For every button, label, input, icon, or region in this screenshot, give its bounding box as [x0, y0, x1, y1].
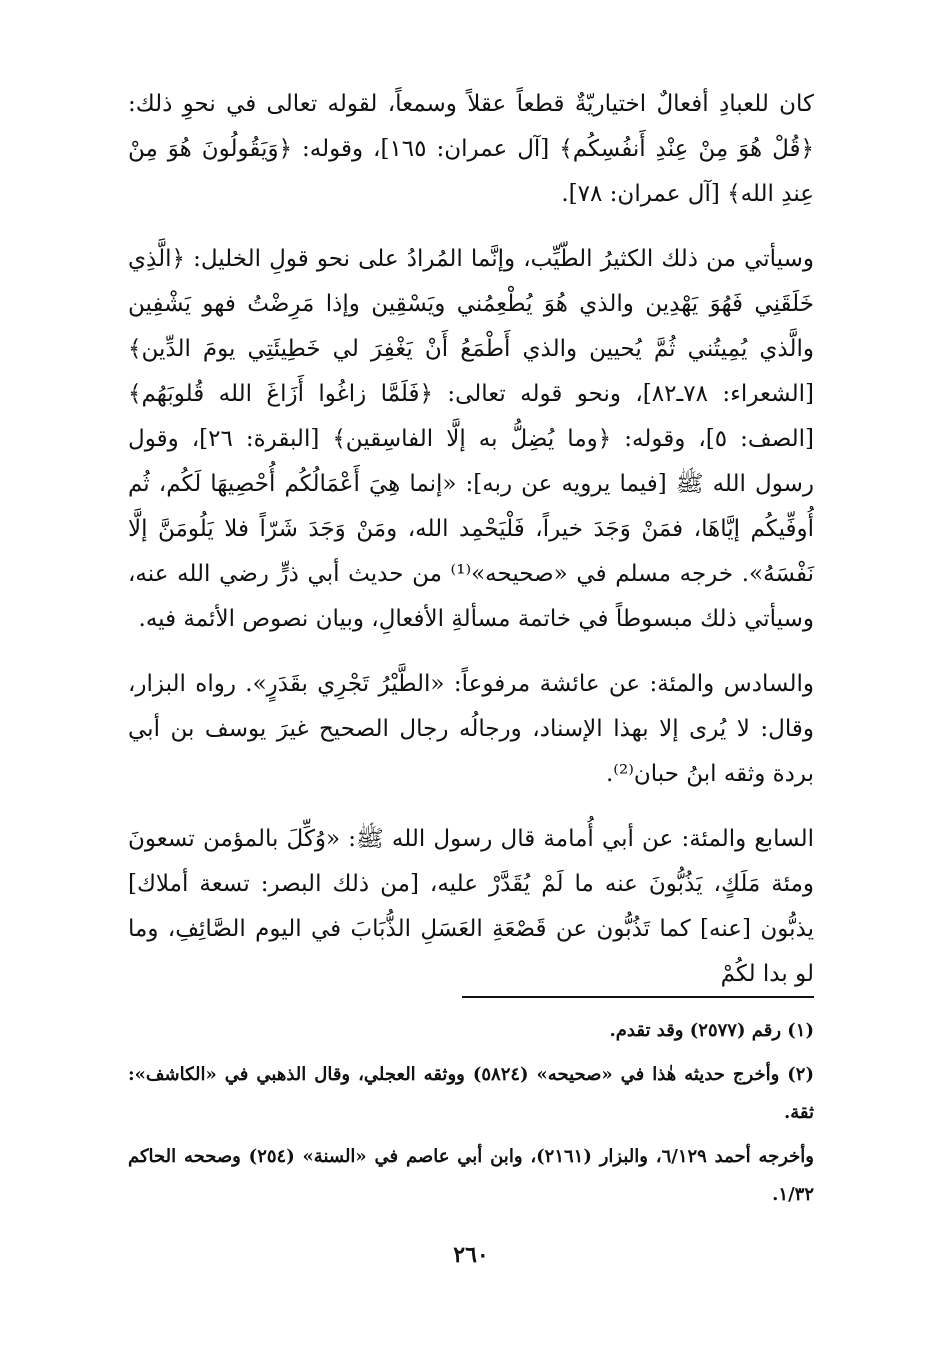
footnote-1: (١) رقم (٢٥٧٧) وقد تقدم. — [609, 1020, 814, 1041]
page-body — [128, 82, 814, 1282]
page-number: ٢٦٠ — [453, 1242, 489, 1268]
footnote-2: (٢) وأخرج حديثه هٰذا في «صحيحه» (٥٨٢٤) ووثقه العجلي، وقال الذهبي في «الكاشف»: ثقة. — [128, 1064, 814, 1123]
footnotes — [128, 1012, 814, 1214]
paragraph-seventh: السابع والمئة: عن أبي أُمامة قال رسول الله ﷺ: «وُكِّلَ بالمؤمن تسعونَ ومئة مَلَكٍ، يَذُبُّونَ عنه ما لَمْ يُقَدَّرْ عليه، [من ذلك البصر: تسعة أملاك] يذبُّون [عنه] كما تَذُبُّون عن قَصْعَةِ العَسَلِ الذُّبَابَ في اليوم الصَّائِفِ، وما لو بدا لكُمْ — [128, 826, 814, 987]
footnote-3: وأخرجه أحمد ٦/١٢٩، والبزار (٢١٦١)، وابن أبي عاصم في «السنة» (٢٥٤) وصححه الحاكم ١/٣٢. — [128, 1146, 815, 1205]
footnote-divider — [462, 996, 814, 998]
paragraph-sixth: والسادس والمئة: عن عائشة مرفوعاً: «الطَّيْرُ تَجْرِي بقَدَرٍ». رواه البزار، وقال: لا يُرى إلا بهذا الإسناد، ورجالُه رجال الصحيح غيرَ يوسف بن أبي بردة وثقه ابنُ حبان⁽²⁾. — [128, 671, 814, 787]
paragraph-khalil: وسيأتي من ذلك الكثيرُ الطّيِّب، وإنَّما المُرادُ على نحو قولِ الخليل: ﴿الَّذِي خَلَقَنِي فَهُوَ يَهْدِين والذي هُوَ يُطْعِمُني ويَسْقِين وإذا مَرِضْتُ فهو يَشْفِين والَّذي يُمِيتُني ثُمَّ يُحيين والذي أَطْمَعُ أَنْ يَغْفِرَ لي خَطِيئَتِي يومَ الدِّين﴾ [الشعراء: ٧٨ـ٨٢]، ونحو قوله تعالى: ﴿فَلَمَّا زاغُوا أَزَاغَ الله قُلوبَهُم﴾ [الصف: ٥]، وقوله: ﴿وما يُضِلُّ به إلَّا الفاسِقين﴾ [البقرة: ٢٦]، وقول رسول الله ﷺ [فيما يرويه عن ربه]: «إنما هِيَ أَعْمَالُكُم أُحْصِيهَا لَكُم، ثُم أُوفِّيكُم إيَّاهَا، فمَنْ وَجَدَ خيراً، فَلْيَحْمِد الله، ومَنْ وَجَدَ شَرّاً فلا يَلُومَنَّ إلَّا نَفْسَهُ». خرجه مسلم في «صحيحه»⁽¹⁾ من حديث أبي ذرٍّ رضي الله عنه، وسيأتي ذلك مبسوطاً في خاتمة مسألةِ الأفعالِ، وبيان نصوص الأئمة فيه. — [128, 246, 815, 632]
paragraph-intro: كان للعبادِ أفعالٌ اختياريّةٌ قطعاً عقلاً وسمعاً، لقوله تعالى في نحوِ ذلك: ﴿قُلْ هُوَ مِنْ عِنْدِ أَنفُسِكُم﴾ [آل عمران: ١٦٥]، وقوله: ﴿وَيَقُولُونَ هُوَ مِنْ عِندِ الله﴾ [آل عمران: ٧٨]. — [128, 91, 814, 207]
